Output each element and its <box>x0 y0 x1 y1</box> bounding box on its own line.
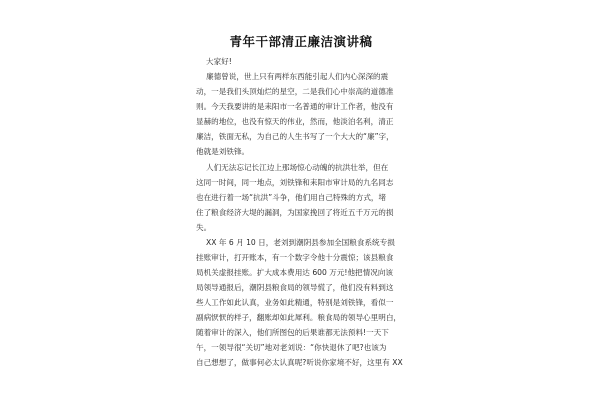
paragraph-2-line: 人们无法忘记长江边上那场惊心动魄的抗洪壮举，但在 <box>206 163 389 172</box>
page-title: 青年干部清正廉洁演讲稿 <box>229 34 373 49</box>
paragraph-3-line: 局机关虚报挂账。扩大成本费用达 600 万元!他把情况向该 <box>196 268 394 277</box>
paragraph-1-line: 动，一是我们头顶灿烂的星空，二是我们心中崇高的道德准 <box>196 87 394 96</box>
paragraph-2-line: 失。 <box>196 223 212 232</box>
paragraph-1-line: 廉洁，铁面无私，为自己的人生书写了一个大大的“廉”字， <box>196 132 394 141</box>
document-page <box>196 24 406 400</box>
paragraph-1-line: 则。今天我要讲的是耒阳市一名普通的审计工作者，他没有 <box>196 102 394 111</box>
paragraph-1-line: 显赫的地位，也没有惊天的伟业，然而，他淡泊名利，清正 <box>196 117 394 126</box>
paragraph-3-line: 午，一领导很“关切”地对老刘说：“你快退休了吧?也该为 <box>196 343 387 352</box>
paragraph-3-line: 局领导通报后，潮阴县粮食局的领导慌了，他们没有料到这 <box>196 283 394 292</box>
paragraph-3-line: 自己想想了，做事何必太认真呢?听说你家境不好，这里有 XX <box>196 358 403 367</box>
paragraph-3-line: 些人工作如此认真，业务如此精通，特别是刘铁锋，看似一 <box>196 298 394 307</box>
paragraph-1-line: 廉德曾说，世上只有两样东西能引起人们内心深深的震 <box>206 72 389 81</box>
greeting: 大家好! <box>206 57 232 66</box>
paragraph-2-line: 也在进行着一场“抗洪”斗争，他们用自己特殊的方式，堵 <box>196 193 387 202</box>
paragraph-1-line: 他就是刘铁锋。 <box>196 147 250 156</box>
paragraph-3-line: 随着审计的深入，他们所图包的后果谁都无法预料!一天下 <box>196 328 389 337</box>
paragraph-2-line: 这同一时间，同一地点，刘铁锋和耒阳市审计局的九名同志 <box>196 178 394 187</box>
paragraph-3-line: 副病恹恹的样子，翻账却如此犀利。粮食局的领导心里明白， <box>196 313 402 322</box>
paragraph-3-line: XX 年 6 月 10 日，老刘到潮阴县参加全国粮食系统专损 <box>206 238 395 247</box>
paragraph-3-line: 挂账审计，打开账本，有一个数字令他十分震惊；该县粮食 <box>196 253 394 262</box>
paragraph-2-line: 住了粮食经济大堤的漏洞，为国家挽回了将近五千万元的损 <box>196 208 394 217</box>
